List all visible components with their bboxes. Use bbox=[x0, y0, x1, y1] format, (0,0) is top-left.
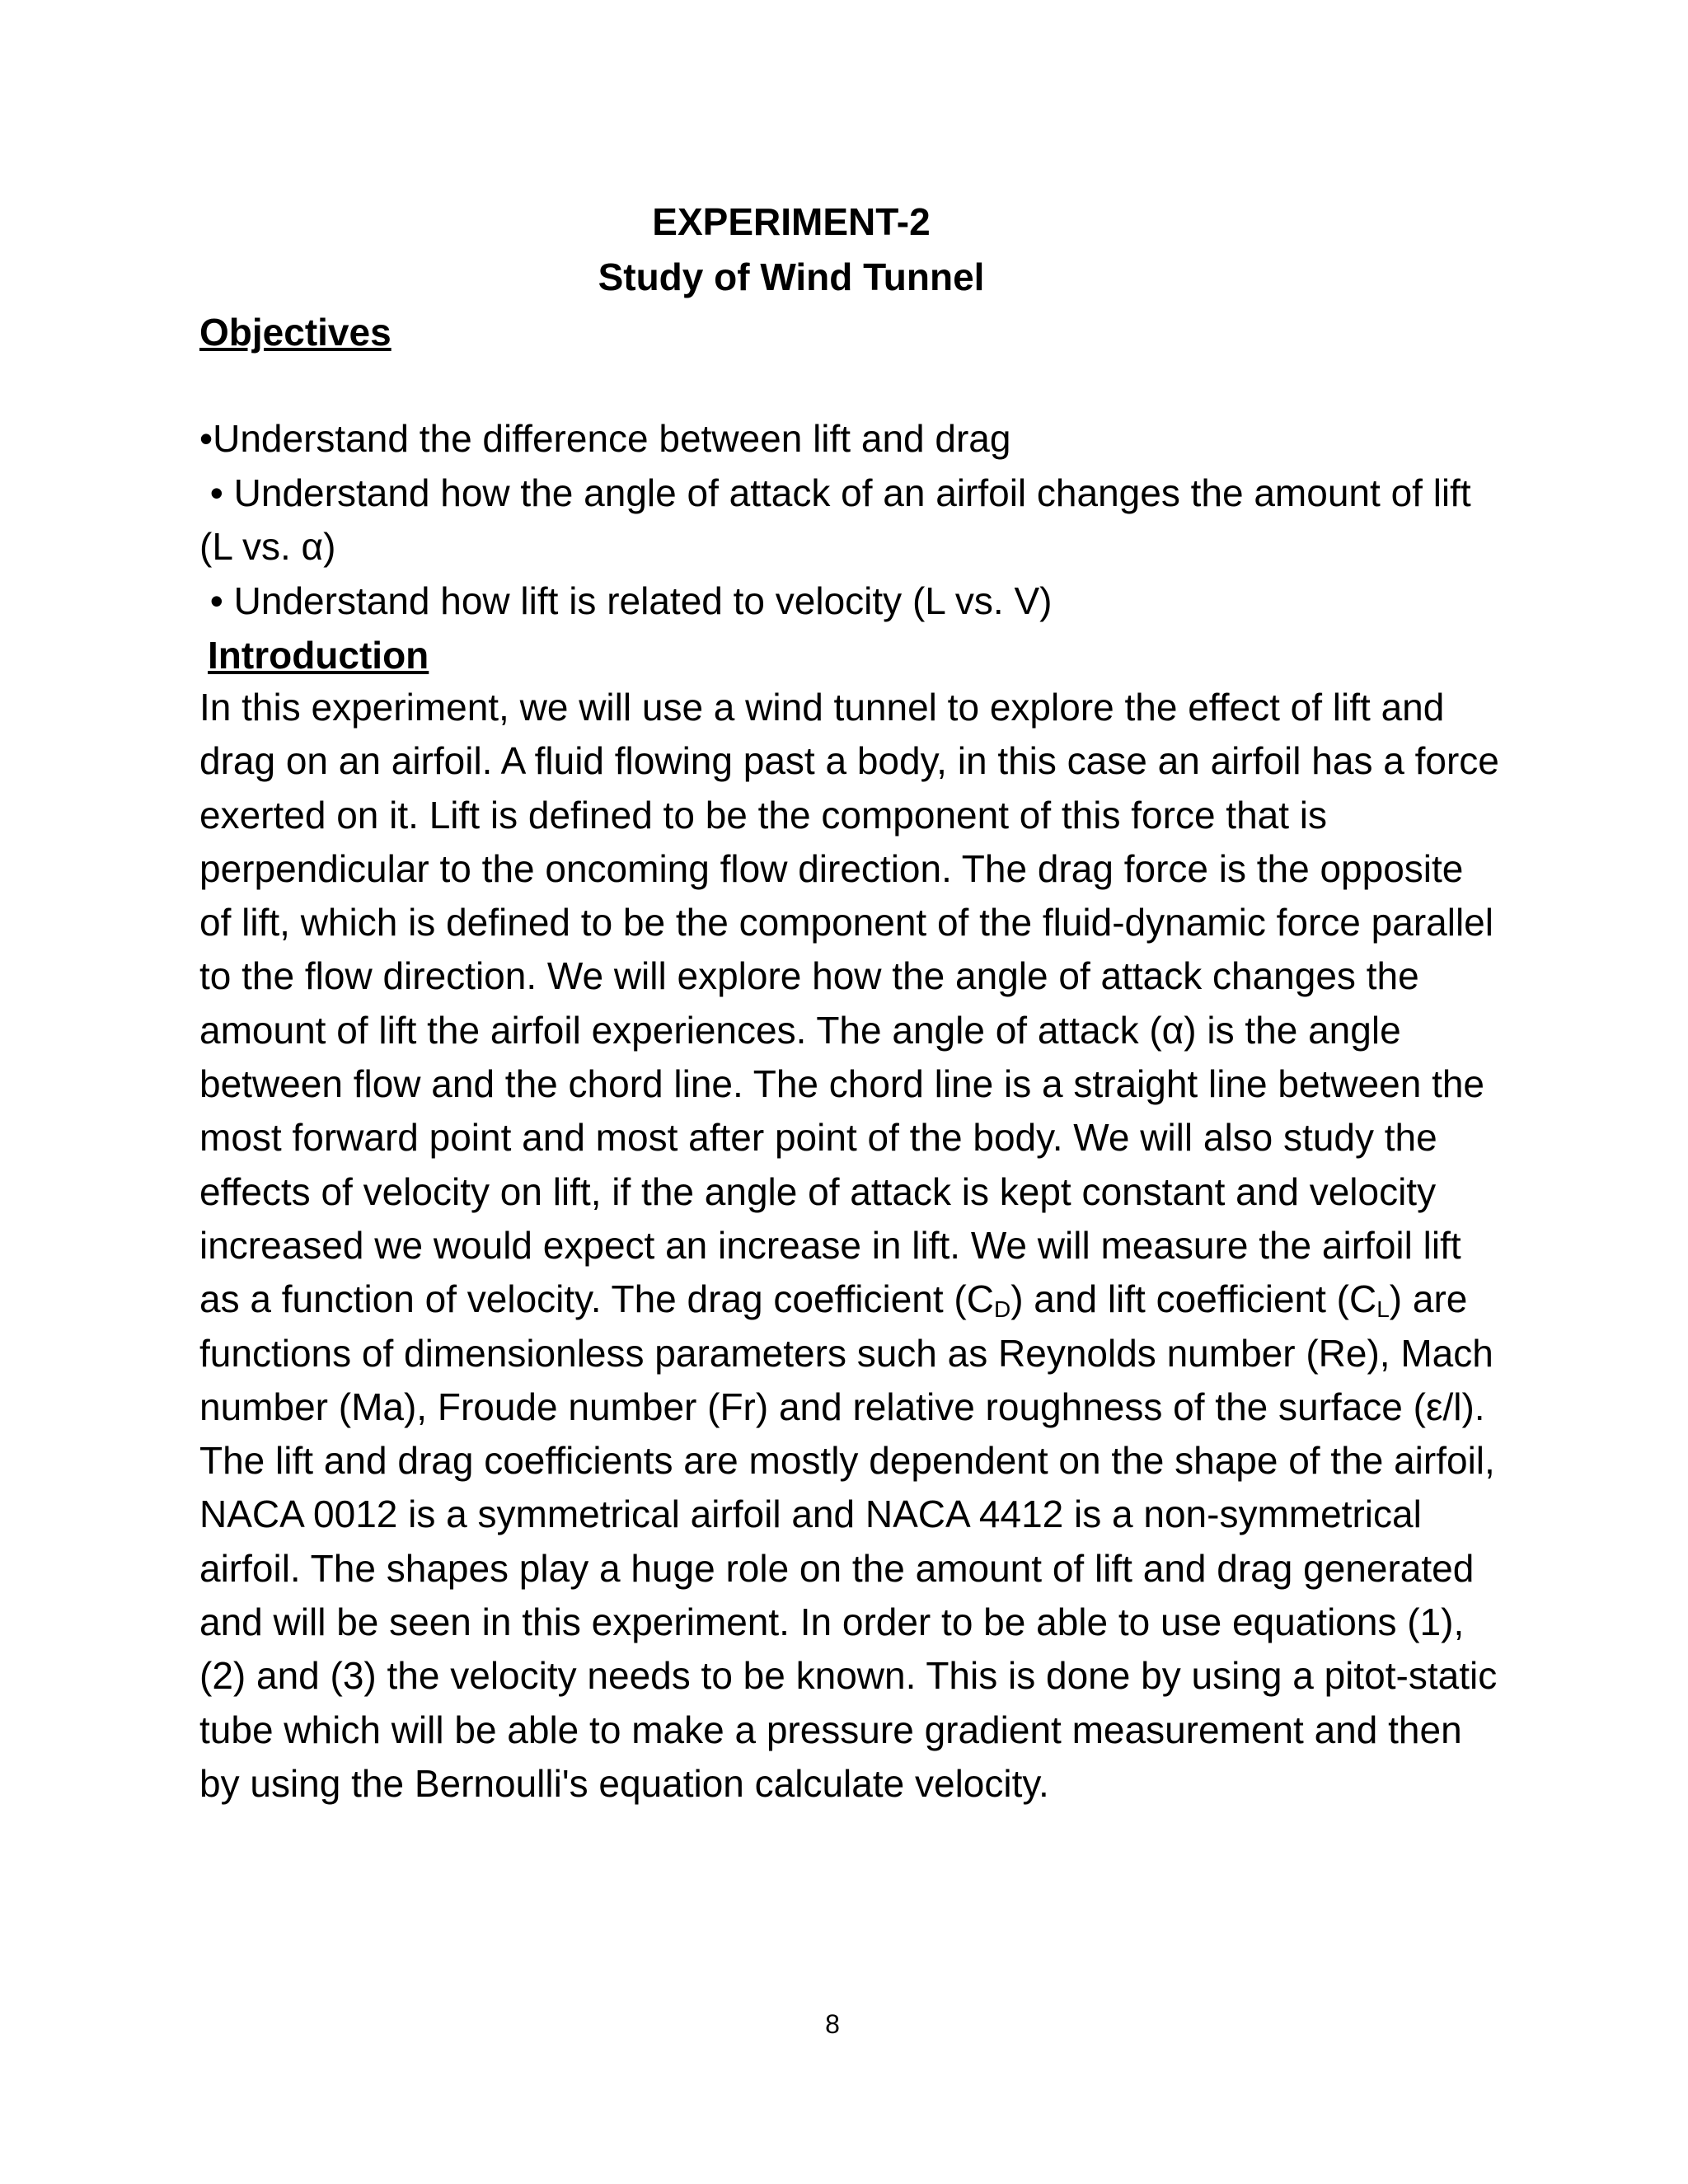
introduction-paragraph bbox=[199, 681, 1502, 1811]
introduction-text-part3: ) are functions of dimensionless parameters such as Reynolds number (Re), Mach number (Ma), Froude number (Fr) and relative roughness of the surface (ε/l). The lift and drag coefficients are mostly dependent on the shape of the airfoil, NACA 0012 is a symmetrical airfoil and NACA 4412 is a non-symmetrical airfoil. The shapes play a huge role on the amount of lift and drag generated and will be seen in this experiment. In order to be able to use equations (1),(2) and (3) the velocity needs to be known. This is done by using a pitot-static tube which will be able to make a pressure gradient measurement and then by using the Bernoulli's equation calculate velocity. bbox=[199, 1277, 1498, 1805]
objective-item: •Understand the difference between lift and drag bbox=[199, 417, 1011, 460]
lift-coefficient-subscript: L bbox=[1376, 1296, 1390, 1323]
objective-item: • Understand how lift is related to velocity (L vs. V) bbox=[199, 579, 1053, 622]
introduction-text-part2: ) and lift coefficient (C bbox=[1010, 1277, 1377, 1321]
experiment-subtitle: Study of Wind Tunnel bbox=[598, 255, 985, 298]
page-number: 8 bbox=[825, 2009, 840, 2039]
objectives-heading: Objectives bbox=[199, 311, 392, 354]
drag-coefficient-subscript: D bbox=[993, 1296, 1011, 1323]
introduction-heading: Introduction bbox=[208, 634, 429, 677]
objective-item: • Understand how the angle of attack of an airfoil changes the amount of lift (L vs. α) bbox=[199, 471, 1482, 568]
objectives-list bbox=[199, 412, 1502, 628]
experiment-title: EXPERIMENT-2 bbox=[652, 200, 931, 243]
introduction-text-part1: In this experiment, we will use a wind tunnel to explore the effect of lift and drag on an airfoil. A fluid flowing past a body, in this case an airfoil has a force exerted on it. Lift is defined to be the component of this force that is perpendicular to the oncoming flow direction. The drag force is the opposite of lift, which is defined to be the component of the fluid-dynamic force parallel to the flow direction. We will explore how the angle of attack changes the amount of lift the airfoil experiences. The angle of attack (α) is the angle between flow and the chord line. The chord line is a straight line between the most forward point and most after point of the body. We will also study the effects of velocity on lift, if the angle of attack is kept constant and velocity increased we would expect an increase in lift. We will measure the airfoil lift as a function of velocity. The drag coefficient (C bbox=[199, 686, 1499, 1321]
